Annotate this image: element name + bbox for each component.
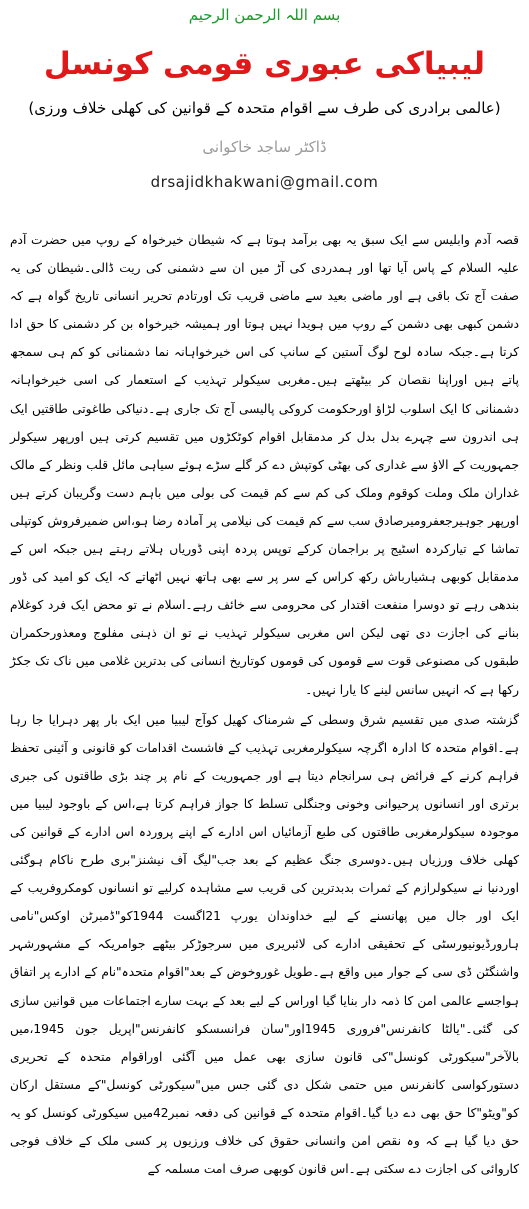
article-title: لیبیاکی عبوری قومی کونسل [43,46,486,82]
bismillah-heading: بسم اللہ الرحمن الرحیم [188,6,341,24]
article-paragraph-2: گزشتہ صدی میں تقسیم شرق وسطی کے شرمناک کھیل کوآج لیبیا میں ایک بار پھر دہرایا جا رہا ہے۔اقوام متحدہ کا ادارہ اگرچہ سیکولرمغربی تہذیب کے فاشسٹ اقدامات کو قانونی و آئینی تحفظ فراہم کرنے کے فرائض ہی سرانجام دیتا ہے اور جمہوریت کے نام پر چند بڑی طاقتوں کی جبری برتری اور انسانوں پرحیوانی وخونی وجنگلی تسلط کا جواز فراہم کرتا ہے،اس کے باوجود لیبیا میں موجودہ سیکولرمغربی طاقتوں کی طبع آزمائیاں اس ادارے کے اپنے پروردہ اس ادارے کے قوانین کی کھلی خلاف ورزیاں ہیں۔دوسری جنگ عظیم کے بعد جب"لیگ آف نیشنز"بری طرح ناکام ہوگئی اوردنیا نے سیکولرازم کے ثمرات بدبدترین کی قریب سے مشاہدہ کرلیے تو انسانوں کومکروفریب کے ایک اور جال میں پھانسنے کے لیے خداوندان یورپ 21اگست 1944کو"ڈمبرٹن اوکس"نامی ہارورڈیونیورسٹی کے تحقیقی ادارے کی لائبریری میں سرجوڑکر بیٹھے جوامریکہ کے مشہورشہر واشنگٹن ڈی سی کے جوار میں واقع ہے۔طویل غوروخوض کے بعد"اقوام متحدہ"نام کے ادارے پر اتفاق ہواجسے عالمی امن کا ذمہ دار بنایا گیا اوراس کے لیے بعد کے بہت سارے اجتماعات میں قوانین سازی کی گئی۔"یالٹا کانفرنس"فروری 1945اور"سان فرانسسکو کانفرنس"اپریل جون 1945،میں بالآخر"سیکورٹی کونسل"کی قانون سازی بھی عمل میں آگئی اوراقوام متحدہ کے تحریری دستورکواسی کانفرنس میں حتمی شکل دی گئی جس میں"سیکورٹی کونسل"کے مستقل ارکان کو"ویٹو"کا حق بھی دے دیا گیا۔اقوام متحدہ کے قوانین کی دفعہ نمبر42میں سیکورٹی کونسل کو یہ حق دیا گیا ہے کہ وہ نقص امن وانسانی حقوق کی خلاف ورزیوں پر کسی ملک کے خلاف فوجی کاروائی کی اجازت دے سکتی ہے۔اس قانون کوبھی صرف امت مسلمہ کے [10,712,519,1177]
article-body [10,226,519,1183]
author-email: drsajidkhakwani@gmail.com [150,173,379,191]
article-subtitle: (عالمی برادری کی طرف سے اقوام متحدہ کے قوانین کی کھلی خلاف ورزی) [28,99,501,117]
article-paragraph-1: قصہ آدم وابلیس سے ایک سبق یہ بھی برآمد ہوتا ہے کہ شیطان خیرخواہ کے روپ میں حضرت آدم علیہ السلام کے پاس آیا تھا اور ہمدردی کی آڑ میں ان سے دشمنی کی ریت ڈالی۔شیطان کی یہ صفت آج تک باقی ہے اور ماضی بعید سے ماضی قریب تک اورتادم تحریر انسانی تاریخ گواہ ہے کہ دشمن کبھی بھی دشمن کے روپ میں ہویدا نہیں ہوتا اور ہمیشہ خیرخواہ بن کر دشمنی کا حق ادا کرتا ہے۔جبکہ سادہ لوح لوگ آستین کے سانپ کی اس خیرخواہانہ نما دشمنانی کو کم ہی سمجھ پاتے ہیں اوراپنا نقصان کر بیٹھتے ہیں۔مغربی سیکولر تہذیب کے استعمار کی اسی خیرخواہانہ دشمنانی کا ایک اسلوب لڑاؤ اورحکومت کروکی پالیسی آج تک جاری ہے۔دنیاکی طاغوتی طاقتیں ایک ہی اندرون سے چہرے بدل بدل کر مدمقابل اقوام کوٹکڑوں میں تقسیم کرتی ہیں اورپھر سیکولر جمہوریت کے الاؤ سے غداری کی بھٹی کوتپش دے کر گلے سڑے ہوئے سیاہی مائل قلب ونظر کے مالک غداران ملک وملت کوقوم وملک کی کم سے کم قیمت کی بولی میں باہم دست وگریبان کرتے ہیں اورپھر جوہیرجعفرومیرصادق سب سے کم قیمت کی نیلامی پر آمادہ رضا ہو،اس ضمیرفروش کوتپلی تماشا کے تیارکردہ اسٹیج پر براجمان کرکے توپس پردہ اپنی ڈوریاں ہلاتے رہتے ہیں جبکہ اس کے مدمقابل کوبھی ہشیارباش رکھ کراس کے سر پر سے بھی ہاتھ نہیں اٹھاتے کہ ایک کو امید کی ڈور بندھی رہے تو دوسرا منفعت اقتدار کی محرومی سے خائف رہے۔اسلام نے تو محض ایک فرد کوغلام بنانے کی اجازت دی تھی لیکن اس مغربی سیکولر تہذیب نے تو ان ذہنی مفلوج ومعذورحکمران طبقوں کی مصنوعی قوت سے قوموں کی قوموں کوتاریخ انسانی کی بدترین غلامی میں ناک تک جکڑ رکھا ہے کہ انہیں سانس لینے کا یارا نہیں۔ [10,233,519,697]
author-name: ڈاکٹر ساجد خاکوانی [202,138,327,156]
